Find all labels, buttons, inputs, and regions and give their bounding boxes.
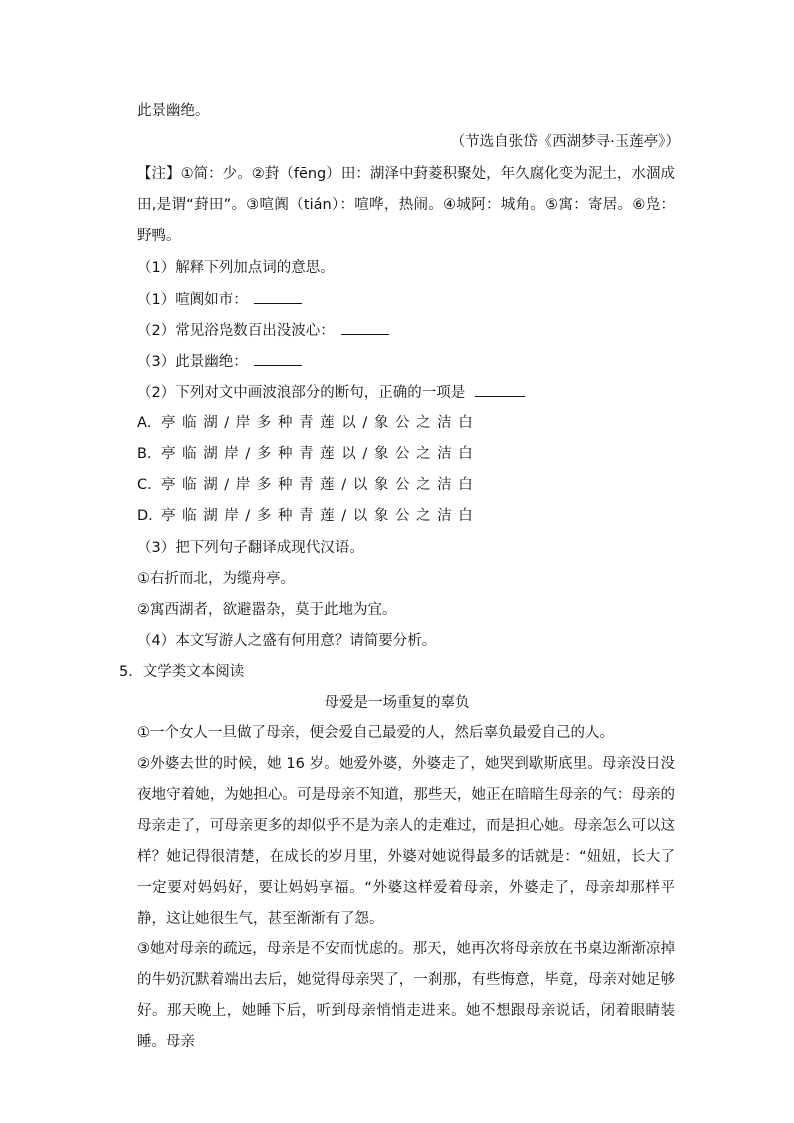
question-3-prompt: （3）把下列句子翻译成现代汉语。 <box>137 540 364 556</box>
option-d[interactable] <box>137 506 479 526</box>
option-letter: C． <box>137 477 162 493</box>
article-paragraph: ①一个女人一旦做了母亲，便会爱自己最爱的人，然后辜负最爱自己的人。 <box>137 725 614 741</box>
option-text: 亭临湖岸/多种青莲/以象公之洁白 <box>161 508 480 524</box>
article-paragraph: ②外婆去世的时候，她 16 岁。她爱外婆，外婆走了，她哭到歇斯底里。母亲没日没夜地守着她，为她担心。可是母亲不知道，那些天，她正在暗暗生母亲的气：母亲的母亲走了，可母亲更多的却似乎不是为亲人的走难过，而是担心她。母亲怎么可以这样？她记得很清楚，在成长的岁月里，外婆对她说得最多的话就是：“妞妞，长大了一定要对妈妈好，要让妈妈享福。“外婆这样爱着母亲，外婆走了，母亲却那样平静，这让她很生气，甚至渐渐有了怨。 <box>137 756 675 927</box>
option-a[interactable] <box>137 413 479 433</box>
option-text: 亭临湖/岸多种青莲/以象公之洁白 <box>161 477 480 493</box>
answer-blank[interactable] <box>254 289 302 304</box>
option-text: 亭临湖岸/多种青莲以/象公之洁白 <box>161 446 480 462</box>
question-1-item <box>137 289 302 310</box>
option-letter: B． <box>137 446 162 462</box>
option-c[interactable] <box>137 475 479 495</box>
passage-tail: 此景幽绝。 <box>137 103 210 119</box>
question-1-item <box>137 320 389 341</box>
question-2-prompt <box>137 382 525 403</box>
question-1-item-text: （1）喧阗如市： <box>137 292 248 308</box>
question-4-prompt: （4）本文写游人之盛有何用意？请简要分析。 <box>137 633 437 649</box>
section-heading: 5．文学类文本阅读 <box>119 664 245 680</box>
answer-blank[interactable] <box>341 320 389 335</box>
option-text: 亭临湖/岸多种青莲以/象公之洁白 <box>161 415 480 431</box>
annotation-notes: 【注】①简：少。②葑（fēng）田：湖泽中葑菱积聚处，年久腐化变为泥土，水涸成田,是谓“葑田”。③喧阗（tián）：喧哗，热闹。④城阿：城角。⑤寓：寄居。⑥凫：野鸭。 <box>137 166 675 244</box>
passage-source: （节选自张岱《西湖梦寻·玉莲亭》） <box>450 134 680 150</box>
option-letter: D． <box>137 508 163 524</box>
answer-blank[interactable] <box>475 382 525 397</box>
answer-blank[interactable] <box>254 351 302 366</box>
question-3-item: ①右折而北，为缆舟亭。 <box>137 571 295 587</box>
question-3-item: ②寓西湖者，欲避嚣杂，莫于此地为宜。 <box>137 602 397 618</box>
question-1-item-text: （3）此景幽绝： <box>137 354 248 370</box>
option-letter: A． <box>137 415 162 431</box>
question-2-prompt-text: （2）下列对文中画波浪部分的断句，正确的一项是 <box>137 385 466 401</box>
question-1-item-text: （2）常见浴凫数百出没波心： <box>137 323 335 339</box>
option-b[interactable] <box>137 444 479 464</box>
question-1-item <box>137 351 302 372</box>
article-paragraph: ③她对母亲的疏远，母亲是不安而忧虑的。那天，她再次将母亲放在书桌边渐渐凉掉的牛奶沉默着端出去后，她觉得母亲哭了，一刹那，有些悔意，毕竟，母亲对她足够好。那天晚上，她睡下后，听到母亲悄悄走进来。她不想跟母亲说话，闭着眼睛装睡。母亲 <box>137 941 675 1050</box>
question-1-prompt: （1）解释下列加点词的意思。 <box>137 260 335 276</box>
article-title: 母爱是一场重复的辜负 <box>324 695 470 711</box>
